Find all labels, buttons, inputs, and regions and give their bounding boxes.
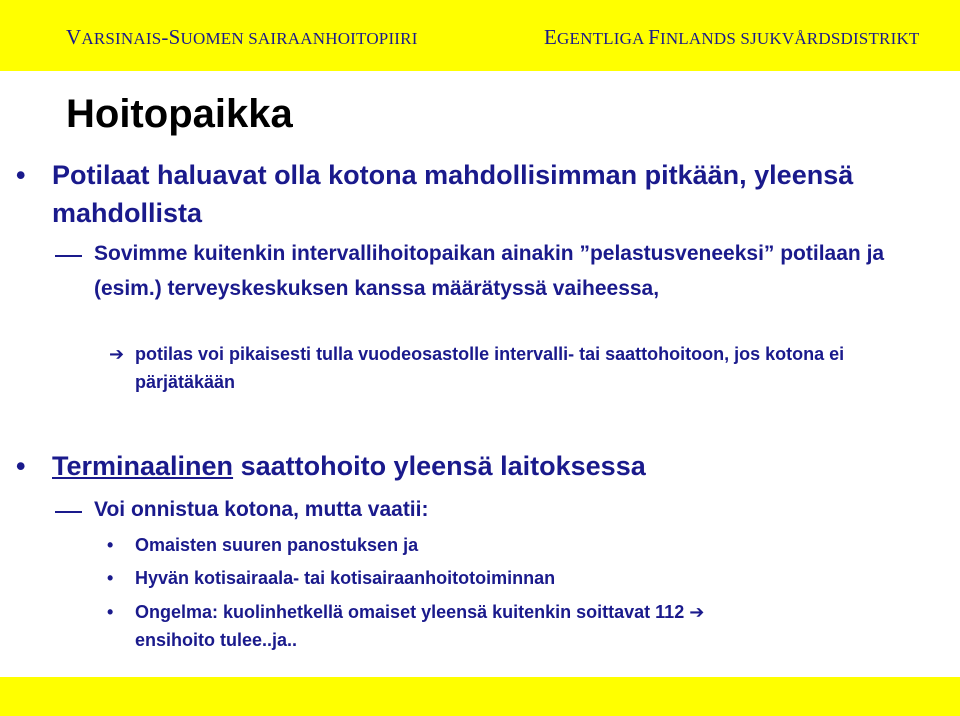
requirement-text: Hyvän kotisairaala- tai kotisairaanhoitotoiminnan: [135, 568, 556, 588]
underlined-term: Terminaalinen: [52, 451, 234, 481]
subbullet-interval-care: [94, 236, 924, 306]
requirement-text: Ongelma: kuolinhetkellä omaiset yleensä kuitenkin soittavat 112: [135, 602, 690, 622]
requirement-item-problem: [107, 598, 855, 654]
bullet-dot-icon: •: [107, 568, 114, 588]
dash-icon: [55, 511, 82, 513]
dash-icon: [55, 255, 82, 257]
subbullet-text: Voi onnistua kotona, mutta vaatii:: [94, 498, 429, 521]
bullet-dot-icon: •: [107, 602, 114, 622]
bullet-dot-icon: •: [16, 451, 26, 481]
requirement-text: Omaisten suuren panostuksen ja: [135, 535, 419, 555]
bullet-home-care: [16, 156, 932, 232]
requirement-text-continued: ensihoito tulee..ja..: [135, 630, 298, 650]
bullet-dot-icon: •: [107, 535, 114, 555]
slide-title: Hoitopaikka: [66, 92, 293, 136]
arrow-right-icon: ➔: [109, 344, 125, 364]
bullet-text: saattohoito yleensä laitoksessa: [233, 451, 646, 481]
bullet-text: Potilaat haluavat olla kotona mahdollisimman pitkään, yleensä mahdollista: [52, 160, 854, 228]
arrow-item-ward: [109, 340, 855, 396]
subbullet-text: Sovimme kuitenkin intervallihoitopaikan ainakin ”pelastusveneeksi” potilaan ja (esim.) terveyskeskuksen kanssa määrätyssä vaiheessa,: [94, 242, 885, 300]
requirement-item-home-hospital: [107, 564, 855, 592]
subbullet-home-possible: [94, 492, 924, 527]
bullet-terminal-care: [16, 447, 932, 485]
footer-bar: [0, 677, 960, 716]
arrow-right-icon: ➔: [689, 602, 705, 622]
organization-name-finnish: VARSINAIS-SUOMEN SAIRAANHOITOPIIRI: [66, 25, 418, 49]
organization-name-swedish: EGENTLIGA FINLANDS SJUKVÅRDSDISTRIKT: [544, 25, 920, 49]
arrow-item-text: potilas voi pikaisesti tulla vuodeosastolle intervalli- tai saattohoitoon, jos kotona ei pärjätäkään: [135, 344, 845, 392]
bullet-dot-icon: •: [16, 160, 26, 190]
requirement-item-relatives: [107, 531, 855, 559]
